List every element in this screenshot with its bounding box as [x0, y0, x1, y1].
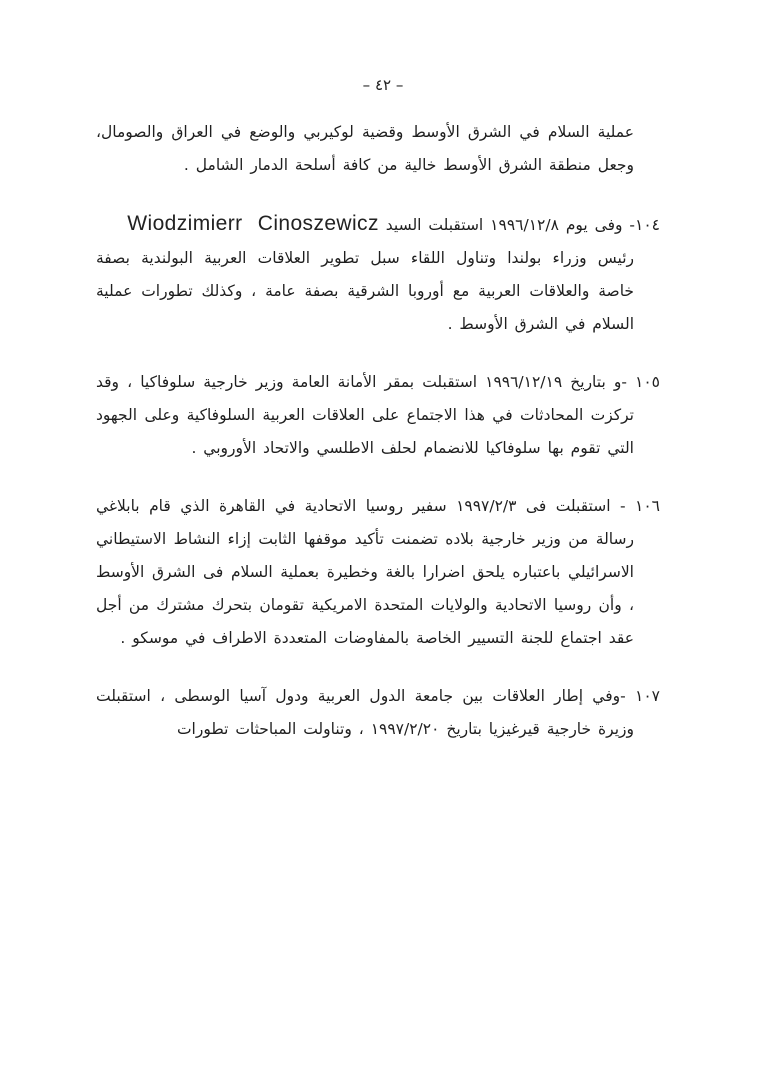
- document-body: [0, 94, 766, 746]
- item-104-intro: ١٠٤- وفى يوم ١٩٩٦/١٢/٨ استقبلت السيد: [385, 216, 660, 234]
- continuation-paragraph: عملية السلام في الشرق الأوسط وقضية لوكيربي والوضع في العراق والصومال، وجعل منطقة الشرق الأوسط خالية من كافة أسلحة الدمار الشامل .: [96, 123, 634, 174]
- page-number: – ٤٢ –: [362, 76, 404, 94]
- numbered-item-107: ١٠٧ -وفي إطار العلاقات بين جامعة الدول العربية ودول آسيا الوسطى ، استقبلت وزيرة خارجية قيرغيزيا بتاريخ ١٩٩٧/٢/٢٠ ، وتناولت المباحثات تطورات: [96, 687, 660, 738]
- numbered-item-104: [96, 207, 660, 341]
- numbered-item-105: ١٠٥ -و بتاريخ ١٩٩٦/١٢/١٩ استقبلت بمقر الأمانة العامة وزير خارجية سلوفاكيا ، وقد تركزت المحادثات في هذا الاجتماع على العلاقات العربية السلوفاكية وعلى الجهود التي تقوم بها سلوفاكيا للانضمام لحلف الاطلسي والاتحاد الأوروبي .: [96, 373, 660, 457]
- item-104-foreign-name: Wiodzimierr Cinoszewicz: [127, 212, 379, 235]
- item-104-body: رئيس وزراء بولندا وتناول اللقاء سبل تطوير العلاقات العربية البولندية بصفة خاصة والعلاقات العربية مع أوروبا الشرقية بصفة عامة ، وكذلك تطورات عملية السلام في الشرق الأوسط .: [96, 249, 634, 333]
- numbered-item-106: ١٠٦ - استقبلت فى ١٩٩٧/٢/٣ سفير روسيا الاتحادية في القاهرة الذي قام بابلاغي رسالة من وزير خارجية بلاده تضمنت تأكيد موقفها الثابت إزاء النشاط الاستيطاني الاسرائيلي باعتباره يلحق اضرارا بالغة وخطيرة بعملية السلام فى الشرق الأوسط ، وأن روسيا الاتحادية والولايات المتحدة الامريكية تقومان بتحرك مشترك من أجل عقد اجتماع للجنة التسيير الخاصة بالمفاوضات المتعددة الاطراف في موسكو .: [96, 497, 660, 647]
